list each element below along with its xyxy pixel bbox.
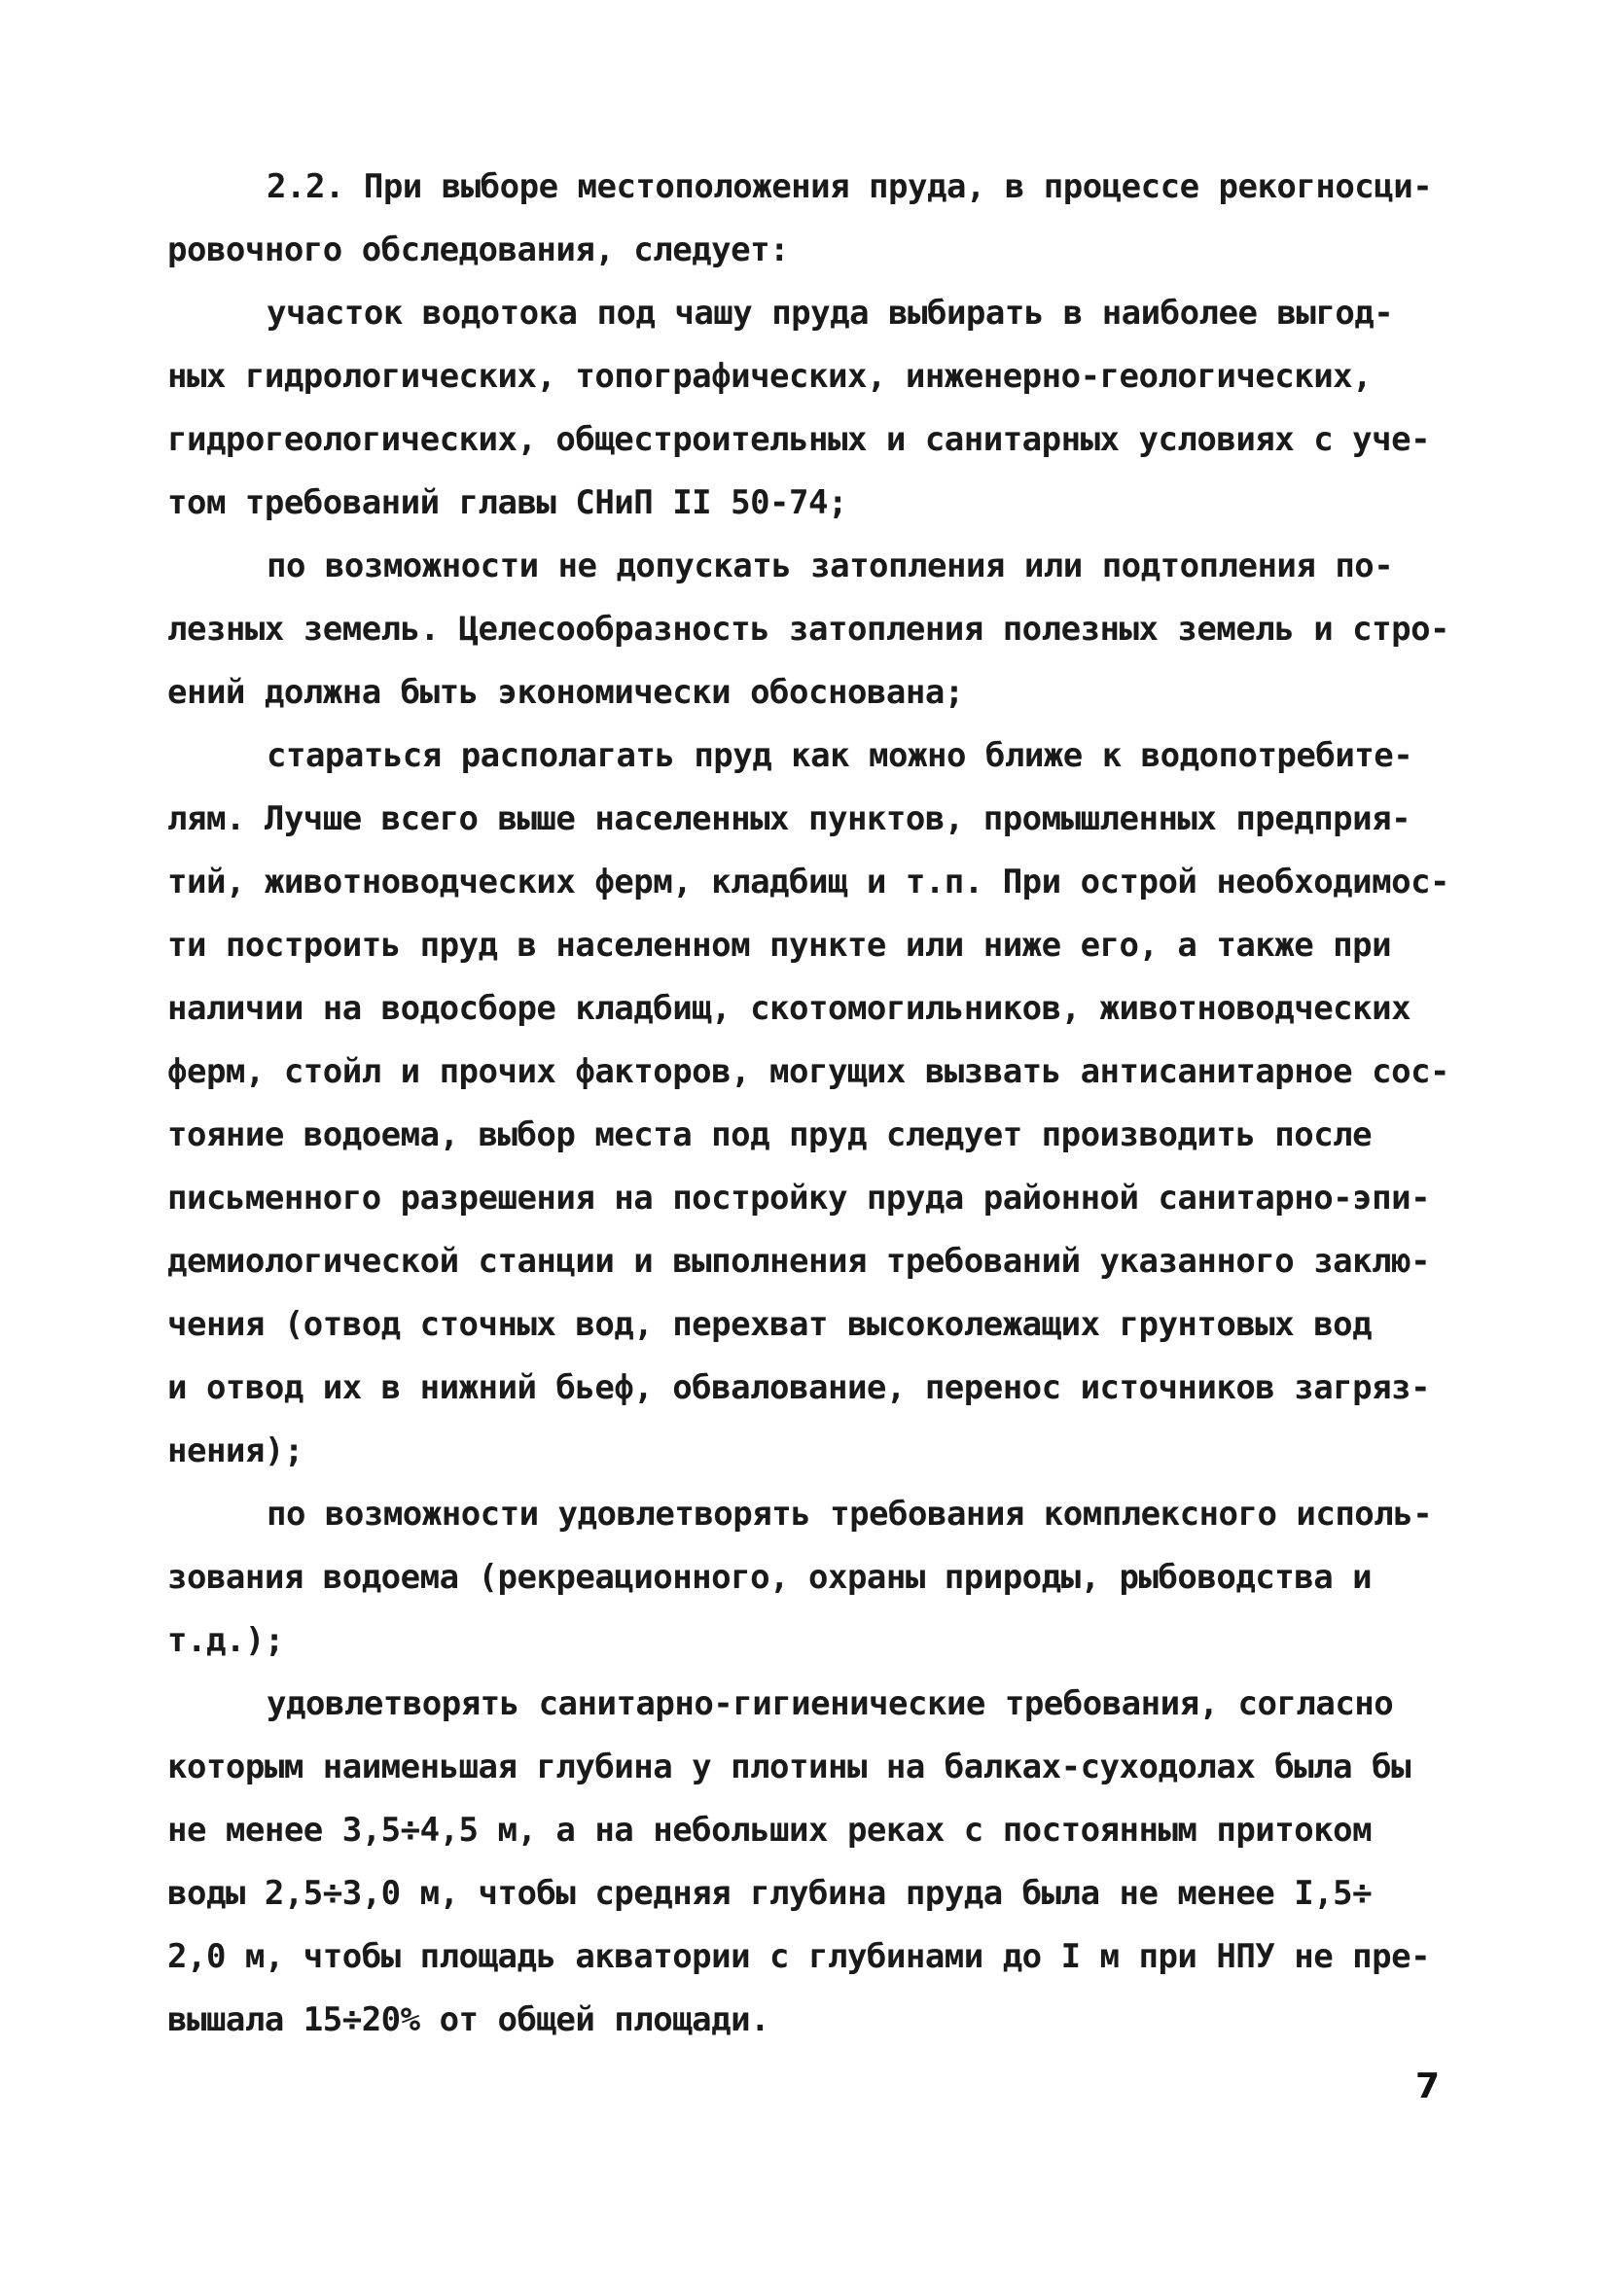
text-line: и отвод их в нижний бьеф, обвалование, перенос источников загряз- xyxy=(167,1368,1431,1407)
text-line: том требований главы СНиП II 50-74; xyxy=(167,483,847,522)
text-line: ровочного обследования, следует: xyxy=(167,230,790,269)
text-line: 2,0 м, чтобы площадь акватории с глубинами до I м при НПУ не пре- xyxy=(167,1937,1431,1976)
text-line: гидрогеологических, общестроительных и санитарных условиях с уче- xyxy=(167,420,1431,459)
text-line: нения); xyxy=(167,1431,304,1470)
text-line: ений должна быть экономически обоснована; xyxy=(167,673,964,712)
text-line: которым наименьшая глубина у плотины на балках-суходолах была бы xyxy=(167,1748,1411,1786)
text-line: т.д.); xyxy=(167,1621,284,1660)
text-line: чения (отвод сточных вод, перехват высоколежащих грунтовых вод xyxy=(167,1305,1373,1344)
text-line: вышала 15÷20% от общей площади. xyxy=(167,2000,770,2039)
text-line: ти построить пруд в населенном пункте или ниже его, а также при xyxy=(167,926,1392,965)
text-line: ных гидрологических, топографических, инженерно-геологических, xyxy=(167,357,1373,396)
text-line: письменного разрешения на постройку пруда районной санитарно-эпи- xyxy=(167,1179,1431,1218)
text-line: участок водотока под чашу пруда выбирать в наиболее выгод- xyxy=(267,294,1394,333)
text-line: не менее 3,5÷4,5 м, а на небольших реках с постоянным притоком xyxy=(167,1811,1373,1850)
text-line: по возможности не допускать затопления или подтопления по- xyxy=(267,547,1394,585)
text-line: зования водоема (рекреационного, охраны природы, рыбоводства и xyxy=(167,1558,1373,1597)
text-line: воды 2,5÷3,0 м, чтобы средняя глубина пруда была не менее I,5÷ xyxy=(167,1874,1373,1913)
text-line: стараться располагать пруд как можно ближе к водопотребите- xyxy=(267,736,1413,775)
text-line: демиологической станции и выполнения требований указанного заклю- xyxy=(167,1242,1431,1281)
text-line: по возможности удовлетворять требования комплексного исполь- xyxy=(267,1495,1433,1534)
text-line: ферм, стойл и прочих факторов, могущих вызвать антисанитарное сос- xyxy=(167,1052,1450,1091)
page-number: 7 xyxy=(1415,2066,1441,2106)
text-line: лезных земель. Целесообразность затопления полезных земель и стро- xyxy=(167,610,1450,649)
text-line: тояние водоема, выбор места под пруд следует производить после xyxy=(167,1115,1373,1154)
text-line: удовлетворять санитарно-гигиенические требования, согласно xyxy=(267,1684,1394,1723)
text-line: лям. Лучше всего выше населенных пунктов, промышленных предприя- xyxy=(167,799,1411,838)
text-line: наличии на водосборе кладбищ, скотомогильников, животноводческих xyxy=(167,989,1411,1028)
text-line: 2.2. При выборе местоположения пруда, в процессе рекогносци- xyxy=(267,167,1433,206)
text-line: тий, животноводческих ферм, кладбищ и т.п. При острой необходимос- xyxy=(167,863,1450,901)
